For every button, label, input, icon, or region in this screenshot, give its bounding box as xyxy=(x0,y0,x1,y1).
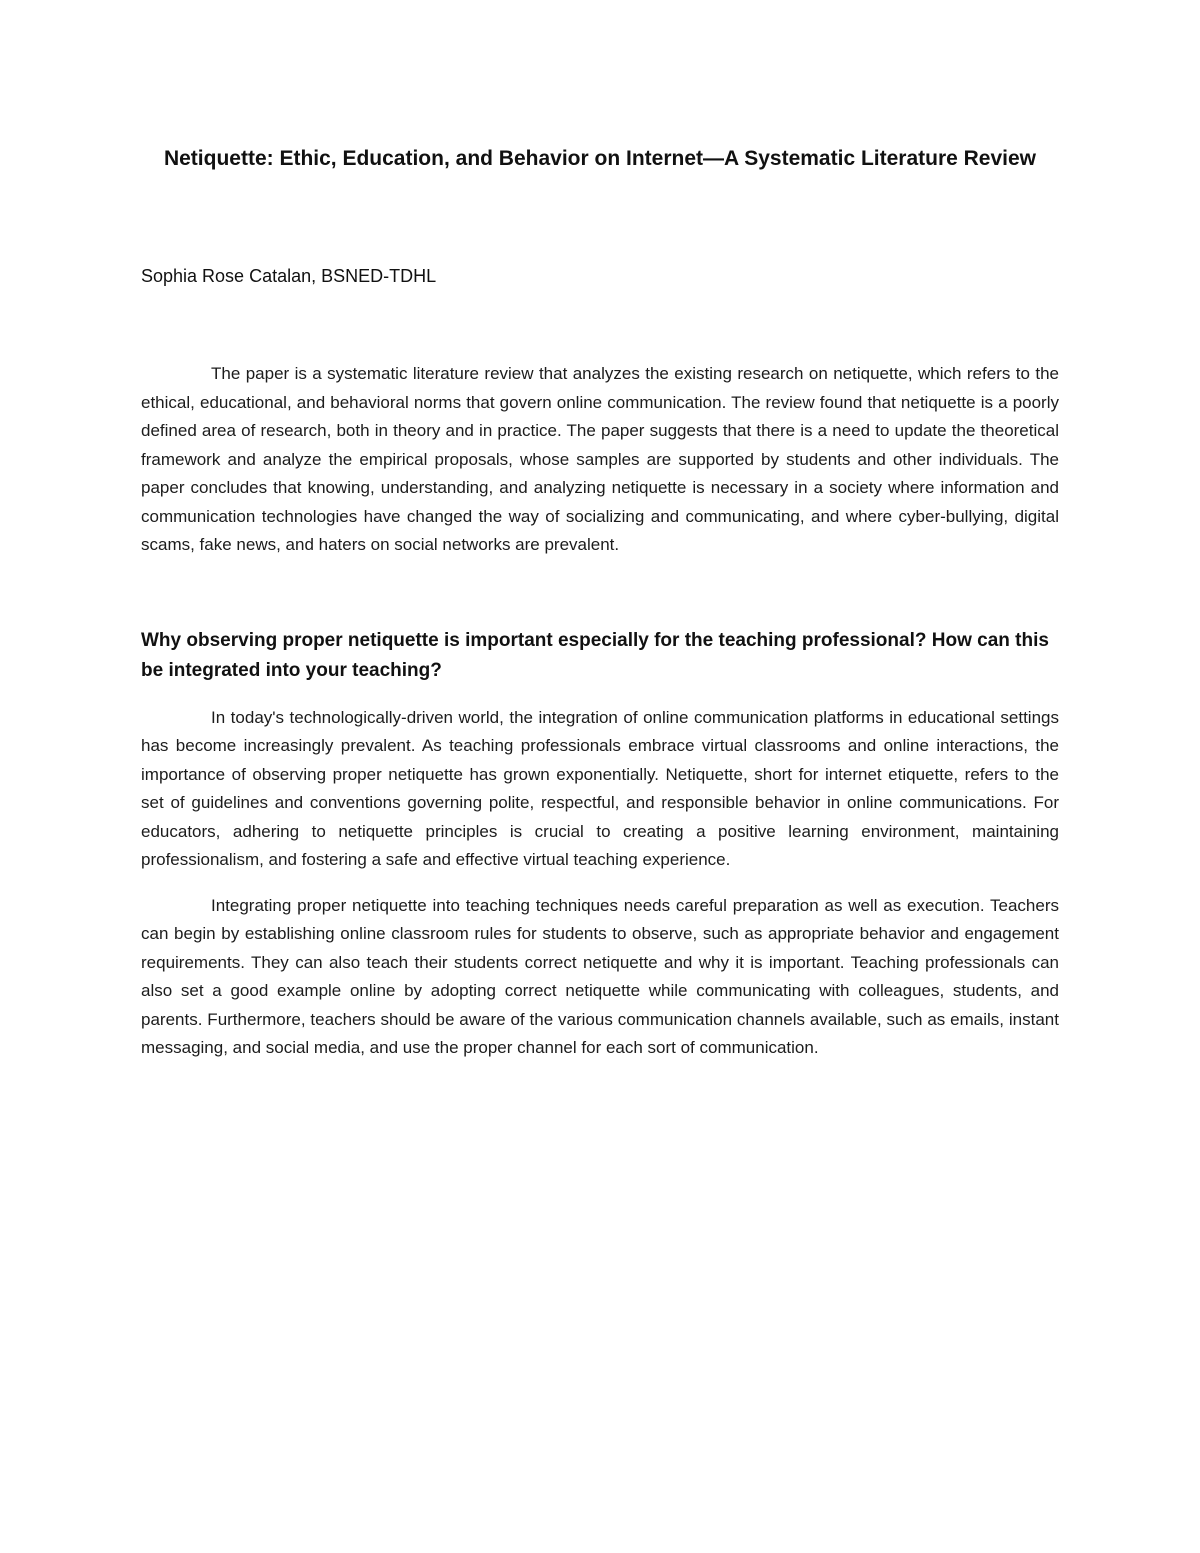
document-body xyxy=(141,140,1059,1063)
answer-paragraph: In today's technologically-driven world, the integration of online communication platforms in educational settings has become increasingly prevalent. As teaching professionals embrace virtual classrooms and online interactions, the importance of observing proper netiquette has grown exponentially. Netiquette, short for internet etiquette, refers to the set of guidelines and conventions governing polite, respectful, and responsible behavior in online communications. For educators, adhering to netiquette principles is crucial to creating a positive learning environment, maintaining professionalism, and fostering a safe and effective virtual teaching experience. xyxy=(141,707,1059,869)
abstract-paragraph: The paper is a systematic literature review that analyzes the existing research on netiquette, which refers to the ethical, educational, and behavioral norms that govern online communication. The review found that netiquette is a poorly defined area of research, both in theory and in practice. The paper suggests that there is a need to update the theoretical framework and analyze the empirical proposals, whose samples are supported by students and other individuals. The paper concludes that knowing, understanding, and analyzing netiquette is necessary in a society where information and communication technologies have changed the way of socializing and communicating, and where cyber-bullying, digital scams, fake news, and haters on social networks are prevalent. xyxy=(141,364,1059,554)
question-heading: Why observing proper netiquette is important especially for the teaching professional? How can this be integrated into your teaching? xyxy=(141,629,1049,681)
answer-paragraph: Integrating proper netiquette into teaching techniques needs careful preparation as well as execution. Teachers can begin by establishing online classroom rules for students to observe, such as appropriate behavior and engagement requirements. They can also teach their students correct netiquette and why it is important. Teaching professionals can also set a good example online by adopting correct netiquette while communicating with colleagues, students, and parents. Furthermore, teachers should be aware of the various communication channels available, such as emails, instant messaging, and social media, and use the proper channel for each sort of communication. xyxy=(141,895,1059,1057)
author-line: Sophia Rose Catalan, BSNED-TDHL xyxy=(141,266,437,286)
document-title: Netiquette: Ethic, Education, and Behavior on Internet—A Systematic Literature Review xyxy=(163,147,1037,170)
